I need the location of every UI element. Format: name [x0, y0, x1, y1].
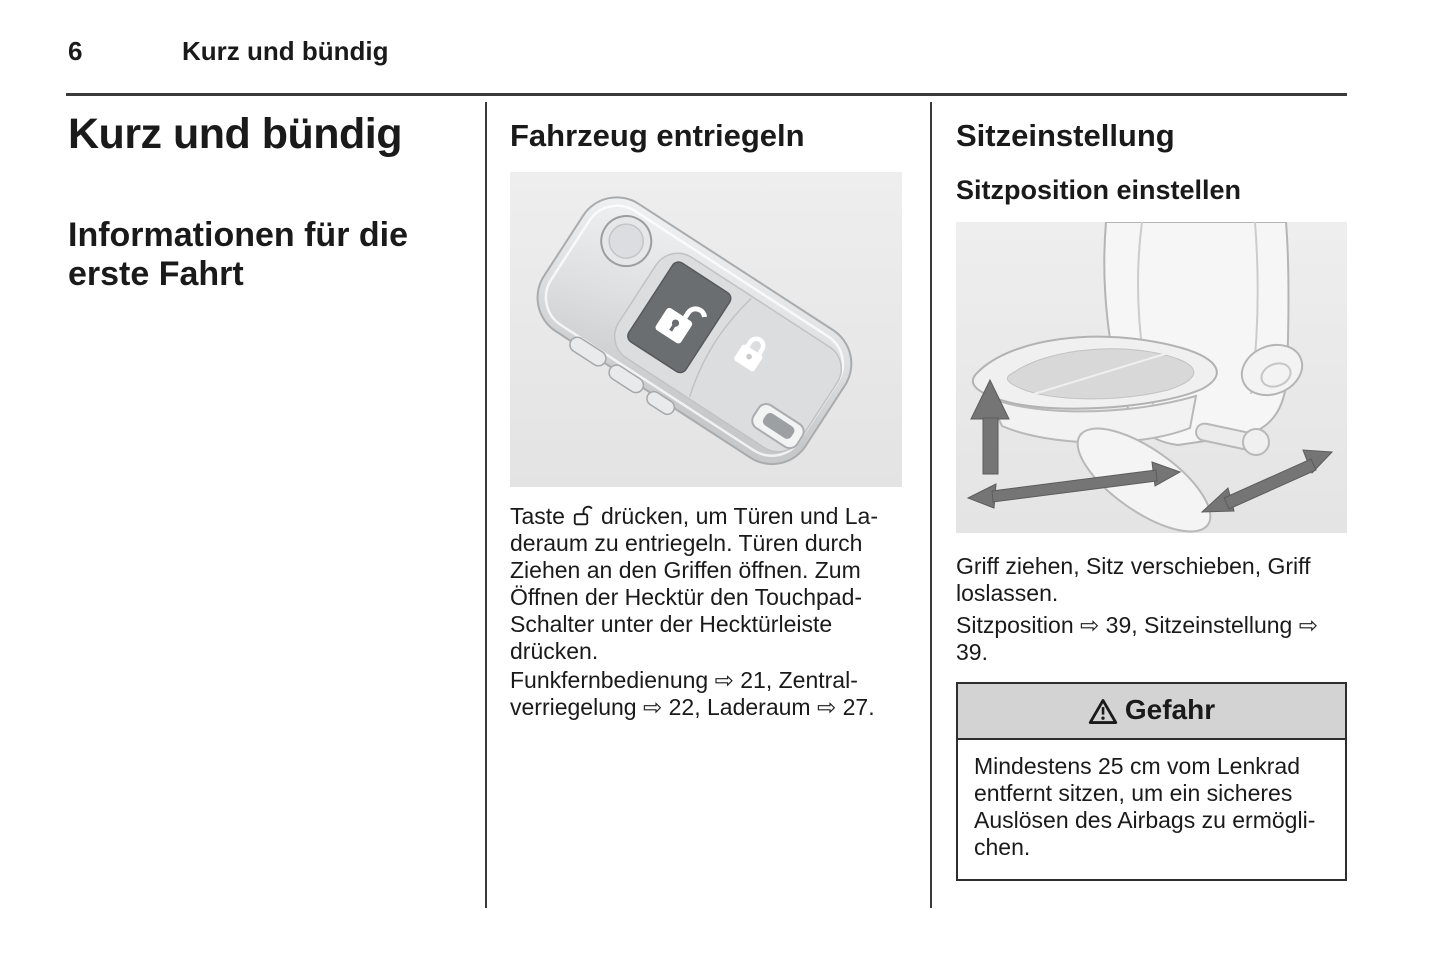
header-rule: [66, 93, 1347, 96]
section-heading-unlock-vehicle: Fahrzeug entriegeln: [510, 118, 805, 153]
column-divider: [485, 102, 487, 908]
chapter-title: Kurz und bündig: [68, 110, 403, 158]
remote-key-figure: [510, 172, 902, 487]
danger-header: [958, 684, 1345, 740]
subsection-heading-seat-position: Sitzposition einstellen: [956, 175, 1242, 205]
danger-warning-box: [956, 682, 1347, 881]
column-divider: [930, 102, 932, 908]
section-heading-seat-adjustment: Sitzeinstellung: [956, 118, 1175, 153]
unlock-instructions-paragraph: [510, 503, 906, 665]
seat-adjustment-figure: [956, 222, 1347, 533]
chapter-subtitle: Informationen für die erste Fahrt: [68, 216, 408, 293]
seat-move-instructions-paragraph: Griff ziehen, Sitz verschieben, Griff loslassen.: [956, 553, 1311, 606]
running-header-title: Kurz und bündig: [182, 36, 389, 66]
open-padlock-icon: [572, 504, 596, 528]
danger-label: Gefahr: [1124, 694, 1216, 725]
page-number: 6: [68, 36, 83, 66]
warning-triangle-icon: [1088, 698, 1118, 725]
paragraph-text: drücken, um Türen und Laderaum zu entriegeln. Türen durch Ziehen an den Griffen öffnen. Zum Öffnen der Hecktür den Touchpad-Schalter unter der Hecktürleiste drücken.: [510, 503, 879, 664]
paragraph-text: Taste: [510, 503, 565, 529]
danger-text: Mindestens 25 cm vom Lenkrad entfernt sitzen, um ein sicheres Auslösen des Airbags zu ermöglichen.: [974, 753, 1316, 860]
seat-cross-references-paragraph: Sitzposition ⇨ 39, Sitzeinstellung ⇨ 39.: [956, 612, 1319, 665]
cross-references-paragraph: Funkfernbedienung ⇨ 21, Zentralverriegelung ⇨ 22, Laderaum ⇨ 27.: [510, 667, 875, 720]
